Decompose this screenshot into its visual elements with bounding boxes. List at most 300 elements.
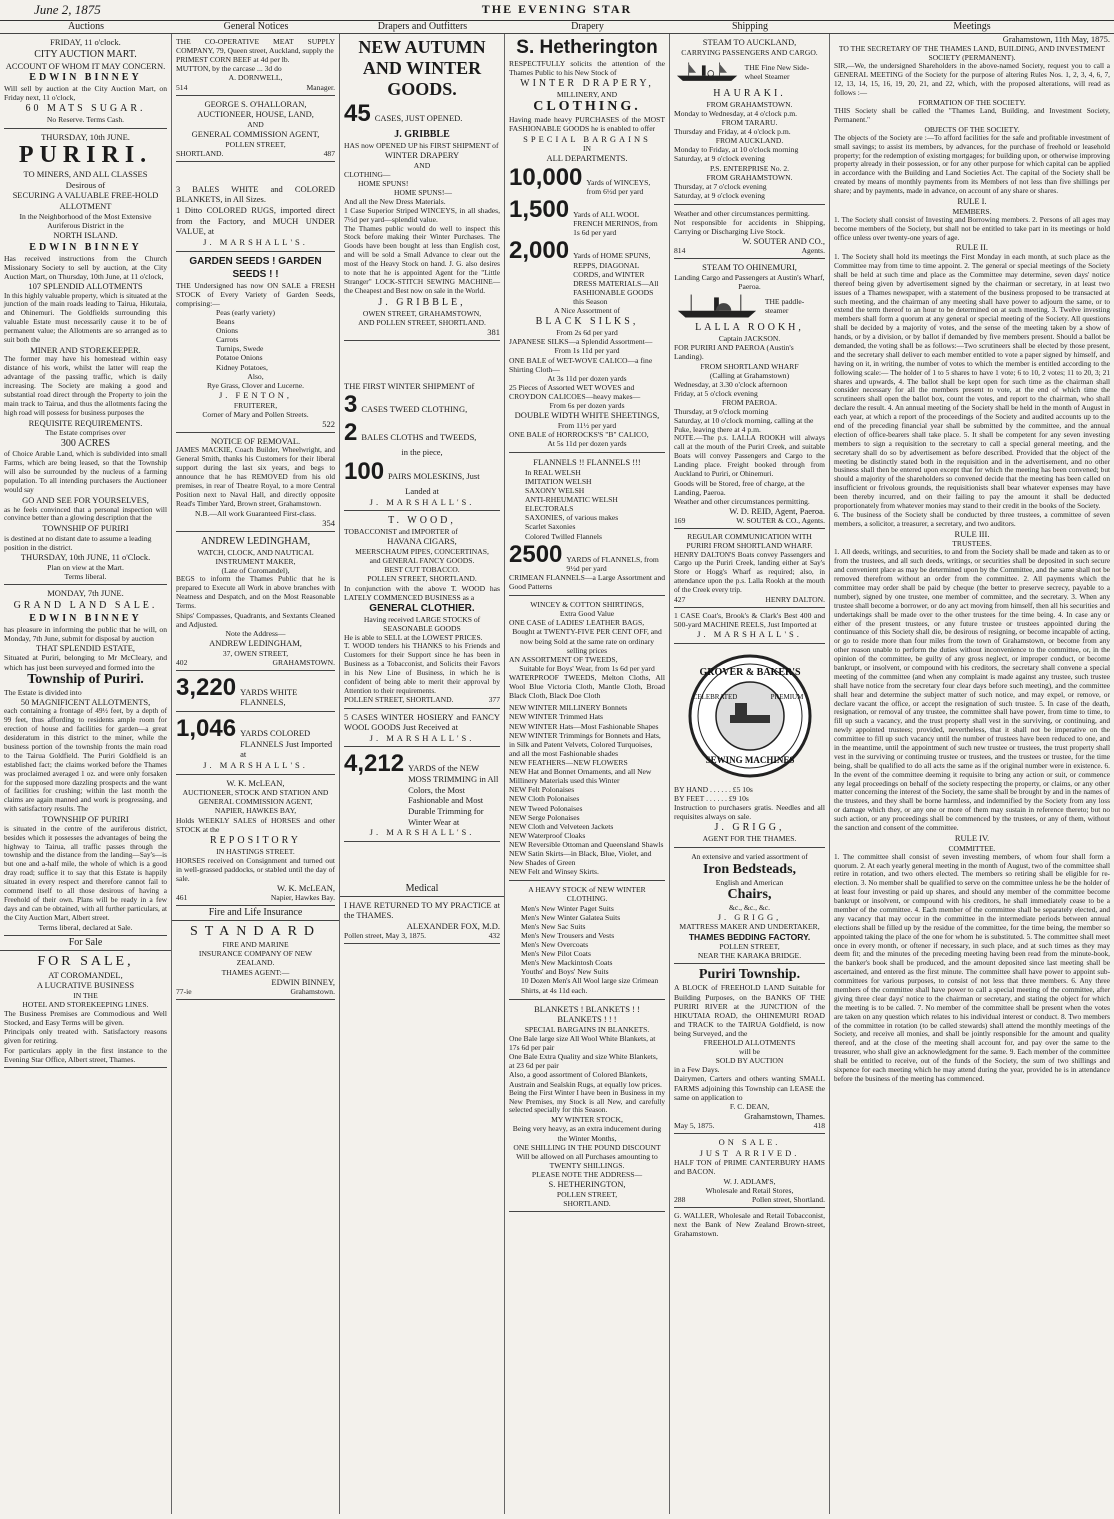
ad-body: The former may have his homestead within easy distance of his work, whilst the latter will reap the advantage of the passing traffic, which is daily increasing. The Society are making a good and substantial road direct through the Property to join the main track to Tairua, and thus the allotments facing the high road will possess for business purposes the	[4, 354, 167, 417]
ad-line: Monday to Wednesday, at 4 o'clock p.m.	[674, 108, 798, 118]
ad-number: 77-ie	[176, 986, 192, 996]
ad-line: IMITATION WELSH	[525, 476, 592, 486]
ad-line: From 11½ per yard	[557, 420, 617, 430]
ad-figure	[509, 196, 665, 237]
list-item: NEW Satin Skirts—in Black, Blue, Violet, and New Shades of Green	[509, 849, 652, 868]
ad-footer	[674, 246, 825, 255]
ad-line: W. SOUTER AND CO.,	[742, 236, 825, 247]
ad-body: of Choice Arable Land, which is subdivided into small Farms, which are being leased, so that the Township will also be surrounded by the nucleus of a farming population. To all intending purchasers the Auctioneer would say	[4, 449, 167, 494]
ad-line: Captain JACKSON.	[718, 334, 781, 344]
ad-line: MUTTON, by the carcase ... 3d do	[176, 64, 282, 74]
ad-meat-supply	[176, 34, 335, 96]
ad-line: From 2s 6d per yard	[556, 328, 618, 338]
section-fire-life-insurance: Fire and Life Insurance	[172, 906, 339, 921]
ad-body: each containing a frontage of 49½ feet, by a depth of 99 feet, thus affording to residents ample room for erection of house and facilities for garden—a great desideratum in this district to the miner, while the business portion of the township fronts the main road to the Tairua Goldfield. The Puriri Goldfield is an established fact; the claims worked before the Thames was proclaimed averaged 1 oz. and were only forsaken for the supposed more dazzling prospects and the want of facilities for crushing; within the last month the claims are again manned and work is progressing, and with satisfactory results. The	[4, 706, 167, 814]
steamer-row	[674, 57, 825, 87]
rule-heading: MEMBERS.	[952, 206, 992, 216]
ad-line: Suitable for Boys' Wear, from 1s 6d per yard	[519, 663, 655, 673]
ad-number: 427	[674, 594, 686, 604]
ad-body: In this highly valuable property, which is situated at the junction of the main roads leading to Tairua, Hikutaia, and Ohinemuri. The Goldfields surrounding this valuable Estate must necessarily cause it to be of permanent value; the Allotments are so arranged as to suit both the	[4, 290, 167, 344]
ad-line: THE CO-OPERATIVE MEAT SUPPLY COMPANY, 79, Queen street, Auckland, supply the	[176, 37, 335, 56]
ad-dr-fox	[344, 897, 500, 944]
ad-number: 514	[176, 82, 188, 92]
ad-line: FROM GRAHAMSTOWN.	[706, 172, 793, 182]
ad-line: PAIRS MOLESKINS, Just	[388, 471, 480, 482]
ad-line: IN HASTINGS STREET.	[216, 846, 295, 856]
rule-heading: OBJECTS OF THE SOCIETY.	[924, 124, 1020, 134]
list-item: NEW WINTER Trimmings for Bonnets and Hats, in Silk and Patent Velvets, Colored Turquoises, and all the most Fashionable shades	[509, 730, 661, 758]
ad-line: MINER AND STOREKEEPER.	[30, 344, 141, 355]
divider	[674, 204, 825, 205]
ad-number: 288	[674, 1194, 686, 1204]
ad-line: Pollen street, Shortland.	[752, 1194, 825, 1204]
ad-line: One Bale Extra Quality and size White Blankets, at 23 6d per pair	[509, 1052, 658, 1071]
ad-line: Being very heavy, as an extra inducement during the Winter Months,	[512, 1124, 662, 1143]
ad-line: Grahamstown, Thames.	[744, 1110, 825, 1121]
ad-line: Will be allowed on all Purchases amounting to	[516, 1151, 658, 1161]
ad-line: SOLD BY AUCTION	[715, 1056, 784, 1066]
ad-number: 487	[323, 148, 335, 158]
ad-line: AN ASSORTMENT OF TWEEDS,	[509, 654, 618, 664]
ad-line: in the piece,	[401, 447, 443, 458]
ad-line: Note the Address—	[225, 628, 286, 638]
list-item: Men's New Pilot Coats	[521, 949, 591, 959]
section-auctions: Auctions	[0, 21, 172, 34]
ad-line: HALF TON of PRIME CANTERBURY HAMS and BACON.	[674, 1158, 825, 1177]
ad-line: Ships' Compasses, Quadrants, and Sextants Cleaned and Adjusted.	[176, 610, 335, 629]
medal-maker: GROVER & BAKER'S	[698, 666, 801, 678]
ad-line: AND POLLEN STREET, SHORTLAND.	[358, 317, 486, 327]
ad-line: MILLINERY, AND	[556, 90, 618, 100]
yardage-list	[509, 164, 665, 306]
ad-line: has pleasure in informing the public that he will, on Monday, 7th June, submit for disposal by auction	[4, 624, 167, 643]
ad-line: FROM PAEROA.	[721, 397, 777, 407]
ad-line: TOWNSHIP OF PURIRI	[42, 523, 129, 534]
ad-grover-baker	[674, 644, 825, 964]
ad-line: GRAND LAND SALE.	[13, 599, 158, 611]
ad-line: English and American	[715, 877, 784, 887]
ad-line: Also, a good assortment of Colored Blankets, Austrain and Sealskin Rugs, at equally low prices.	[509, 1070, 662, 1089]
ad-line: CITY AUCTION MART.	[34, 48, 137, 60]
ad-headline: NEW AUTUMN AND WINTER GOODS.	[358, 37, 486, 99]
ad-date: May 5, 1875.	[674, 1120, 715, 1130]
ad-line: WATERPROOF TWEEDS, Melton Cloths, All Wool Blue Victoria Cloth, Mantle Cloth, Broad Black Cloth, Black Doe Cloth	[509, 672, 665, 701]
ad-headline: Chairs,	[727, 886, 772, 902]
ad-winter-shipment	[344, 341, 500, 512]
ad-footer	[176, 83, 335, 92]
ad-line: THURSDAY, 10th JUNE.	[41, 131, 130, 142]
ad-headline: W. K. McLEAN,	[226, 777, 285, 788]
ad-line: 25 Pieces of Assorted WET WOVES and CROYDON CALICOES—heavy makes—	[509, 382, 641, 401]
ad-number: 377	[488, 695, 500, 705]
ad-line: REQUISITE REQUIREMENTS.	[28, 417, 143, 428]
section-shipping: Shipping	[670, 21, 830, 34]
ad-number: 461	[176, 893, 188, 903]
ad-line: SHORTLAND.	[563, 1198, 611, 1208]
ad-line: SPECIAL BARGAINS	[523, 133, 651, 144]
ad-line: SECURING A VALUABLE FREE-HOLD ALLOTMENT	[12, 190, 159, 212]
ad-line: GO AND SEE FOR YOURSELVES,	[22, 494, 149, 505]
ad-footer	[674, 516, 825, 525]
ad-line: GENERAL COMMISSION AGENT,	[198, 797, 313, 807]
rule-body: THIS Society shall be called the "Thames Land, Building, and Investment Society, Permanent."	[834, 105, 1110, 124]
section-general-notices: General Notices	[172, 21, 340, 34]
ad-line: F. C. DEAN,	[729, 1101, 770, 1111]
ad-line: TOWNSHIP OF PURIRI	[42, 814, 129, 825]
ad-footer	[344, 931, 500, 940]
big-number: 2,000	[509, 237, 570, 265]
list-item: Men's New Trousers and Vests	[521, 930, 615, 940]
ad-line: At 3s 11d per dozen yards	[547, 373, 627, 383]
divider	[509, 595, 665, 596]
ad-gribble	[344, 34, 500, 341]
ad-headline: NOTICE OF REMOVAL.	[210, 435, 301, 446]
ad-figure	[176, 715, 335, 760]
ad-line: Kidney Potatoes,	[216, 362, 268, 372]
ad-line: POLLEN STREET, SHORTLAND.	[344, 695, 454, 705]
ad-line: FRUITERER,	[233, 400, 278, 410]
big-number: 2	[344, 419, 358, 447]
rule-body: 1. The committee shall consist of seven investing members, of whom four shall form a quorum. 2. At each yearly general meeting in the month of August, two of the committee shall retire in rotation, and two others elected. The members so retiring shall be eligible for re-election. 3. No member shall be qualified to serve on the committee unless he be the holder of at least four investing or paid up shares, and should any member of the committee become bankrupt or insolvent, or compound with his creditors, he shall immediately cease to be a member of the committee. 4. Each member of the committee shall be separately elected, and any vacancy that may occur in the committee in the intermediate periods between annual elections shall be filled up by the residue of the committee, for the time being, the member so appointed taking the place of the one for whom he is substituted. 5. The committee shall meet once in every month, or oftener if necessary, in such place, and at such times as they may deem fit; and the minutes of the preceding meeting having been read from the minute-book, the banker's book shall be produced, and the amount deposited since last meeting shall be ascertained, and entered as the first minute. The committee shall have power to appoint sub-committees for various purposes, to consist of not less that three members. 6. Any three members of the committee shall have power to call a special meeting of the committee, after giving three clear days' notice to the chairman or secretary, and stating the object for which the meeting is to be called. 7. No member of the committee shall be present when the votes are taken on any question which relates to his individual interest or conduct. 8. Two members of the committee in rotation (to be called stewards) shall attend the monthly meetings of the Society, and receive all monies, and shall be jointly responsible for the amount and quality thereof, and at the close of the meeting shall account for, and pay over the same to the treasurer, who shall give an acknowledgment for the same. 9. Each member of the committee shall be entitled to receive, out of the funds of the Society, the sum of two shillings and sixpence for each meeting which he may attend during the year, provided he is in attendance before the business of the meeting has commenced.	[834, 851, 1110, 1083]
ad-line: AUCTIONEER, STOCK AND STATION AND	[182, 788, 329, 798]
ad-figure	[344, 100, 500, 128]
ad-line: MEERSCHAUM PIPES, CONCERTINAS,	[355, 547, 489, 557]
ad-line: Saturday, at 9 o'clock evening	[674, 190, 765, 200]
ad-t-wood	[344, 511, 500, 708]
new-winter-list	[509, 703, 665, 876]
ad-line: In REAL WELSH	[525, 467, 581, 477]
ad-line: J. FENTON,	[218, 389, 293, 400]
ad-for-sale-business	[4, 951, 167, 1068]
ad-headline: Iron Bedsteads,	[702, 861, 797, 877]
ad-white-flannels	[176, 671, 335, 712]
section-medical: Medical	[340, 882, 504, 897]
list-item: NEW Tweed Polonaises	[509, 803, 583, 813]
ad-line: 3 BALES WHITE and COLORED BLANKETS, in All Sizes.	[176, 183, 335, 205]
ad-line: AGENT FOR THE THAMES.	[702, 834, 797, 844]
ad-line: is destined at no distant date to assume a leading position in the district.	[4, 533, 152, 553]
rule-heading: COMMITTEE.	[948, 843, 996, 853]
ad-body: NOTE.—The p.s. LALLA ROOKH will always call at the mouth of the Puriri Creek, and suitable Boats will convey Passengers and Cargo to the Landing place. Freight booked through from Auckland to Puriri, or Ohinemuri.	[674, 433, 825, 478]
list-item: Men's New Winter Galatea Suits	[521, 912, 621, 922]
ad-line: Scarlet Saxonies	[525, 522, 576, 532]
ad-line: FROM AUCKLAND.	[715, 136, 784, 146]
ad-line: Onions	[216, 326, 238, 336]
ad-figure	[176, 674, 335, 708]
rule-title: RULE II.	[955, 242, 989, 253]
ad-line: 1 Ditto COLORED RUGS, imported direct from the Factory, and MUCH UNDER VALUE, at	[176, 205, 335, 237]
ad-line: AND	[413, 160, 431, 170]
newspaper-title: THE EVENING STAR	[481, 2, 633, 16]
ad-line: Wednesday, at 3.30 o'clock afternoon	[674, 379, 788, 389]
ad-footer	[674, 595, 825, 604]
ad-headline: T. WOOD,	[388, 515, 456, 527]
ad-line: GEORGE S. O'HALLORAN,	[204, 98, 307, 109]
divider	[509, 999, 665, 1000]
ad-footer	[674, 1121, 825, 1130]
ad-footer	[344, 695, 500, 704]
ad-line: GENERAL CLOTHIER.	[369, 602, 475, 614]
ad-line: An extensive and varied assortment of	[691, 852, 808, 862]
ad-line: POLLEN STREET,	[556, 1189, 618, 1199]
ad-body: as he feels convinced that a personal inspection will convince better than a glowing description that the	[4, 504, 167, 523]
ad-headline: STEAM TO AUCKLAND,	[702, 37, 797, 47]
ad-number: 814	[674, 246, 686, 256]
ad-body: is situated in the centre of the auriferous district, besides which it possesses the advantages of being the highway to Tairua, all traffic passes through the township and the distance from the landing—Say's—is but one and a-half mile, the whole of which is a good dray road; suffice it to say that this Estate is happily situated in every respect and therefore cannot fail to commend itself to all those desirous of having a Freehold of their own. Plans will be ready in a few days and can be obtained, with all further particulars, at the City Auction Mart, Albert street.	[4, 823, 167, 922]
ad-line: (Calling at Grahamstown)	[709, 370, 790, 380]
ad-headline: PURIRI.	[18, 142, 153, 169]
ad-line: BEST CUT TOBACCO.	[384, 565, 460, 575]
ad-line: FRIDAY, 11 o'clock.	[50, 37, 121, 47]
ad-line: TWENTY SHILLINGS.	[549, 1160, 625, 1170]
big-number: 3,220	[176, 673, 237, 701]
ad-line: CASES TWEED CLOTHING,	[361, 404, 468, 415]
ad-line: BLANKETS ! ! !	[557, 1014, 617, 1025]
ad-line: A LUCRATIVE BUSINESS	[36, 980, 135, 991]
sewing-machine-medal-icon	[685, 651, 815, 781]
ad-line: J. MARSHALL'S.	[369, 732, 475, 743]
list-item: NEW Felt Polonaises	[509, 785, 575, 795]
list-item: Men's New Winter Paget Suits	[521, 903, 614, 913]
ad-line: JAPANESE SILKS—a Splendid Assortment—	[509, 337, 653, 347]
list-item: Youths' and Boys' New Suits	[521, 967, 609, 977]
ad-line: EDWIN BINNEY	[29, 241, 142, 253]
ad-line: ALEXANDER FOX, M.D.	[406, 921, 500, 932]
list-item: Men's New Mackintosh Coats	[521, 958, 613, 968]
ad-puriri-township	[674, 964, 825, 1134]
list-item: NEW Reversible Ottoman and Queensland Shawls	[509, 839, 664, 849]
ad-line: Wholesale and Retail Stores,	[705, 1185, 794, 1195]
ad-line: SAXONY WELSH	[525, 486, 585, 495]
ad-line: Also,	[247, 371, 264, 381]
ad-line: Instruction to purchasers gratis. Needles and all requisites always on sale.	[674, 803, 825, 822]
ad-line: TOBACCONIST and IMPORTER of	[344, 527, 458, 537]
rule-body: 1. The Society shall hold its meetings the First Monday in each month, at such place as the Committee may from time to time appoint. 2. The general or special meetings of the Society shall be held at such time and place as the Committee may determine, seven days' notice thereof being given by advertisement signed by the chairman or secretary, in at least two issues of a Thames newspaper, with a statement of the business proposed to be transacted at such meeting, and the chairman of any meeting shall have power to adjourn the same, or to extend the term thereof to an hour to be determined on at such meeting. 3. Twelve investing members shall form a quorum at any general or special meeting of the Society. All questions shall be decided by a majority of votes, and the sense of the meeting taken by a show of hands, or by a division, or by ballot if demanded by five members present. Should a ballot be demanded, the voting shall be as follows:—Two scrutineers shall be elected by those present, and the secretary shall deliver to each member entitled to vote a paper signed by himself, and having on it, in writing, the number of votes to which the member is entitled according to the following scale:— The holder of 1 to 5 shares to have 1 vote; 6 to 10, 2 votes; 11 to 20, 3; 21 shares and upwards, 4. The ballot shall be kept open for such time as the chairman shall consider necessary for all the members present to vote, at the end of which time the scrutineers shall open the ballot box, count the votes, and report to the chairman, who shall declare the result. 4. An annual meeting of the Society shall be held in the month of August in each year, at which a report of the proceedings of the Society and audited accounts up to the end of the preceding financial year shall be submitted by the committee, and the annual election of office-bearers shall take place. 5. It shall be competent for any seven investing members to sign a requisition to the secretary to call a special general meeting, and the secretary shall do so by advertisement as before described. Provided that the object of the meeting be distinctly stated both in the requisition and in the advertisement, and no other business shall then be entered upon except that for which the meeting has been convened; but should a majority of the shareholders so convened decide that the meeting has been called on insufficient or frivolous grounds, the requisitionists shall bear whatever expenses may have been thereby incurred, and on their failing to pay the amount it shall be deducted proportionately from whatever monies may stand to their credit in the books of the Society.	[834, 252, 1110, 510]
ad-line: For particulars apply in the first instance to the Evening Star Office, Albert street, Thames.	[4, 1045, 167, 1064]
ad-line: ELECTORALS	[525, 504, 574, 514]
ship-name: LALLA ROOKH,	[695, 322, 804, 334]
ad-line: The Estate comprises over	[45, 428, 126, 438]
ad-line: YARDS of FLANNELS, from 9½d per yard	[566, 554, 659, 573]
ad-line: 37, OWEN STREET,	[222, 648, 289, 658]
ad-footer	[176, 658, 335, 667]
ad-line: THAT SPLENDID ESTATE,	[35, 642, 136, 653]
ad-line: NAPIER, HAWKES BAY,	[214, 806, 297, 816]
list-item: NEW Felt and Winsey Skirts.	[509, 867, 599, 877]
ad-line: Grahamstown.	[290, 986, 335, 996]
ad-line: in a Few Days.	[674, 1065, 720, 1075]
ad-line: THURSDAY, 10th JUNE, 11 o'Clock.	[20, 552, 151, 563]
ad-line: WINTER DRAPERY,	[520, 78, 654, 90]
ad-line: Landed at	[405, 486, 439, 497]
list-item: NEW FEATHERS—NEW FLOWERS	[509, 757, 628, 767]
ad-line: Terms liberal, declared at Sale.	[38, 922, 133, 932]
meeting-date: Grahamstown, 11th May, 1875.	[1002, 34, 1110, 44]
ad-line: POLLEN STREET, SHORTLAND.	[367, 574, 477, 584]
issue-date: June 2, 1875	[34, 2, 101, 17]
ad-footer	[176, 893, 335, 902]
big-number: 1,500	[509, 196, 570, 224]
ad-line: FREEHOLD ALLOTMENTS	[703, 1038, 796, 1048]
ad-line: ONE SHILLING IN THE POUND DISCOUNT	[513, 1142, 661, 1152]
ad-figure	[344, 419, 500, 447]
list-item: NEW Serge Polonaises	[509, 812, 580, 822]
ad-number: 432	[488, 931, 500, 941]
ad-line: FROM GRAHAMSTOWN.	[706, 99, 793, 109]
auction-sugar	[4, 34, 167, 129]
ad-line: YARDS of the NEW MOSS TRIMMING in All Colors, the Most Fashionable and Most Durable Trimming for Winter Wear at	[408, 763, 499, 827]
ad-headline: Township of Puriri.	[27, 671, 144, 687]
ad-line: ONE CASE of LADIES' LEATHER BAGS,	[509, 618, 645, 628]
ad-line: Extra Good Value	[559, 609, 615, 619]
ad-line: CLOTHING—	[344, 169, 391, 179]
ad-headline: S. Hetherington	[516, 37, 658, 58]
ad-line: At 5s 11d per dozen yards	[547, 439, 627, 449]
ad-line: 60 MATS SUGAR.	[25, 103, 146, 115]
masthead	[0, 0, 1114, 21]
column-auctions	[0, 34, 172, 1514]
ad-line: Manager.	[306, 82, 335, 92]
list-item: Men's New Overcoats	[521, 940, 589, 950]
ad-line: ANDREW LEDINGHAM,	[209, 637, 302, 648]
big-number: 10,000	[509, 163, 583, 191]
ad-line: FROM TARARU.	[721, 117, 778, 127]
medal-label-premium: PREMIUM	[770, 692, 803, 701]
ad-line: HOME SPUNS!	[358, 178, 409, 188]
price-by-hand: BY HAND . . . . . . £5 10s	[674, 784, 753, 794]
auction-grand-land-sale	[4, 585, 167, 936]
price-by-feet: BY FEET . . . . . . £9 10s	[674, 794, 749, 804]
ad-line: S. HETHERINGTON,	[548, 1179, 626, 1190]
big-number: 4,212	[344, 750, 405, 778]
ad-colored-flannels	[176, 712, 335, 775]
medal-product: SEWING MACHINES	[705, 754, 794, 765]
ad-line: Yards of WINCEYS, from 6½d per yard	[586, 177, 651, 197]
ad-line: Thursday, at 7 o'clock evening	[674, 181, 767, 191]
list-item: NEW Waterproof Cloaks	[509, 830, 586, 840]
ad-line: Landing Cargo and Passengers at Austin's Wharf, Paeroa.	[674, 273, 825, 292]
big-number: 3	[344, 391, 358, 419]
ad-ohalloran	[176, 96, 335, 162]
list-item: NEW WINTER MILLINERY Bonnets	[509, 703, 628, 713]
ad-line: ALL DEPARTMENTS.	[546, 153, 628, 164]
ad-line: MATTRESS MAKER AND UNDERTAKER,	[679, 922, 820, 932]
list-item: NEW Hat and Bonnet Ornaments, and all New Millinery Materials used this Winter	[509, 767, 652, 786]
ad-line: ONE BALE of HORROCKS'S "B" CALICO,	[509, 429, 649, 439]
ad-body: T. WOOD tenders his THANKS to his Friends and Customers for their Support since he has been in Business as a Tobacconist, and Solicits their Favors in his New Line of Business, in which he is confident of being able to merit their approval by Attention to their requirements.	[344, 641, 500, 695]
ad-line: Pollen street, May 3, 1875.	[344, 931, 427, 941]
ad-line: INSURANCE COMPANY OF NEW	[198, 949, 313, 959]
section-meetings: Meetings	[830, 21, 1114, 34]
ad-line: ONE BALE of WET-WOVE CALICO—a fine Shirting Cloth—	[509, 355, 653, 374]
list-item: NEW WINTER Hats—Most Fashionable Shapes	[509, 721, 659, 731]
ad-line: Turnips, Swede	[216, 344, 264, 354]
ad-line: Yards of ALL WOOL FRENCH MERINOS, from 1s 6d per yard	[573, 210, 658, 238]
big-number: 1,046	[176, 715, 237, 743]
ad-line: POLLEN STREET,	[225, 139, 286, 149]
ad-line: THE Fine New Side-wheel Steamer	[744, 62, 809, 81]
ad-line: and GENERAL FANCY GOODS.	[369, 556, 475, 566]
ad-line: Carrots	[216, 335, 239, 345]
ad-line: THE paddle-steamer	[764, 297, 805, 316]
ad-line: 50 MAGNIFICENT ALLOTMENTS,	[20, 696, 151, 707]
ad-line: ON SALE.	[718, 1137, 781, 1148]
ad-body: Being the First Winter I have been in Business in my New Premises, my Stock is all New, and carefully selected specially for this Season.	[509, 1087, 665, 1115]
ad-line: W. K. McLEAN,	[277, 883, 335, 894]
ad-steam-ohinemuri	[674, 259, 825, 529]
ad-line: Will sell by auction at the City Auction Mart, on Friday next, 11 o'clock,	[4, 84, 167, 103]
ad-line: THE Undersigned has now ON SALE a FRESH STOCK of Every Variety of Garden Seeds, comprising:—	[176, 280, 335, 308]
ad-line: N.B.—All work Guaranteed First-class.	[194, 508, 317, 518]
ad-line: Weather and other circumstances permitting.	[674, 497, 810, 507]
ad-line: Yards of HOME SPUNS, REPPS, DIAGONAL CORDS, and WINTER DRESS MATERIALS—All FASHIONABLE GOODS this Season	[573, 251, 659, 306]
rule-body: The objects of the Society are :—To afford facilities for the safe and profitable investment of small savings; to assist its members, by advances, for the purchase of freehold or leasehold property; for the redemption of existing mortgages; for building upon, or otherwise improving property already in their possession, or for any other purpose for which capital can be applied in accordance with the Building and Land Societies Act. The capital of the Society shall be created by means of monthly payments from its Members of not less than five shillings per share; and by payments, made in advance, on account of any share or shares.	[834, 132, 1110, 196]
section-for-sale: For Sale	[0, 936, 171, 951]
steamer-row	[674, 291, 825, 321]
rule-heading: FORMATION OF THE SOCIETY.	[918, 97, 1026, 107]
ad-line: CLOTHING.	[533, 99, 641, 115]
ad-line: NEAR THE KARAKA BRIDGE.	[697, 951, 802, 961]
ad-line: A BLOCK of FREEHOLD LAND Suitable for Building Purposes, on the BANKS OF THE PURIRI RIVER at the JUNCTION of the HIKUTAIA ROAD, the OHINEMURI ROAD and TRACK to the TAIRUA Goldfield, is now being Surveyed, and the	[674, 983, 825, 1038]
ad-line: HOME SPUNS!—	[394, 188, 453, 198]
ad-line: WATCH, CLOCK, AND NAUTICAL INSTRUMENT MAKER,	[197, 547, 314, 566]
big-number: 100	[344, 458, 385, 486]
ad-body: BEGS to inform the Thames Public that he is prepared to Execute all Work in above branches with Neatness and Despatch, and on the Most Reasonable Terms.	[176, 574, 335, 610]
ad-line: SPECIAL BARGAINS IN BLANKETS.	[524, 1024, 650, 1034]
list-item: Men's New Sac Suits	[521, 921, 586, 931]
ad-line: SAXONIES, of various makes	[525, 513, 619, 523]
meeting-request: SIR,—We, the undersigned Shareholders in the above-named Society, request you to call a GENERAL MEETING of the Society for the purpose of altering Rules Nos. 1, 2, 3, 4, 6, 7, 12, 13, 14, 15, 16, 19, 20, 21, and 22, which, with the proposed alterations, will read as follows :—	[834, 61, 1110, 97]
ad-line: WINCEY & COTTON SHIRTINGS,	[530, 600, 644, 610]
ad-line: Situated at Puriri, belonging to Mr McCleary, and which has just been surveyed and formed into the	[4, 653, 167, 672]
ad-line: A HEAVY STOCK of NEW WINTER CLOTHING.	[528, 885, 646, 904]
ad-line: Napier, Hawkes Bay.	[270, 893, 335, 903]
ad-line: Principals only treated with. Satisfactory reasons given for retiring.	[4, 1027, 167, 1046]
ad-line: Having made heavy PURCHASES of the MOST FASHIONABLE GOODS he is enabled to offer	[509, 115, 665, 134]
ad-line: Desirous of	[65, 179, 106, 190]
ad-line: THE FIRST WINTER SHIPMENT of	[344, 380, 475, 391]
ad-line: J. MARSHALL'S.	[203, 759, 308, 770]
ad-line: HAS now OPENED UP his FIRST SHIPMENT of	[344, 141, 499, 150]
ad-line: P.S. ENTERPRISE No. 2.	[709, 163, 790, 173]
ad-number: 169	[674, 516, 686, 526]
ad-line: JUST ARRIVED.	[699, 1147, 800, 1158]
ad-line: From 6s per dozen yards	[549, 401, 625, 411]
rule-title: RULE I.	[957, 196, 987, 207]
ad-line: PRIMEST CORN BEEF at 4d per lb.	[176, 55, 290, 65]
ad-headline: GARDEN SEEDS ! GARDEN SEEDS ! !	[189, 255, 322, 280]
big-number: 2500	[509, 540, 563, 568]
ad-line: ZEALAND.	[236, 958, 275, 968]
ad-line: FOR PURIRI AND PAEROA (Austin's Landing).	[674, 343, 794, 362]
ad-line: Saturday, at 10 o'clock morning, calling at the Puke, leaving there at 4 p.m.	[674, 416, 814, 435]
paddle-steamer-icon	[674, 291, 762, 321]
ad-line: Colored Twilled Flannels	[525, 531, 602, 541]
column-drapers	[340, 34, 505, 1514]
section-drapery: Drapery	[505, 21, 670, 34]
ad-line: He is able to SELL at the LOWEST PRICES.	[344, 632, 483, 642]
ad-line: Potatoe Onions	[216, 353, 263, 363]
ad-line: J. GRIGG,	[717, 911, 782, 922]
ad-line: MONDAY, 7th JUNE.	[47, 587, 124, 598]
ad-line: 1 Case Superior Striped WINCEYS, in all shades, 7½d per yard—splendid value.	[344, 206, 500, 225]
ad-line: Plan on view at the Mart.	[47, 562, 124, 572]
ad-line: J. MARSHALL'S.	[203, 236, 308, 247]
ad-footer	[674, 1195, 825, 1204]
list-item: NEW WINTER Trimmed Hats	[509, 712, 604, 722]
ad-line: IN	[582, 144, 591, 154]
ad-line: Has received instructions from the Church Missionary Society to sell by auction, at the City Auction Mart, on Thursday, 10th June, at 11 o'clock,	[4, 253, 167, 281]
